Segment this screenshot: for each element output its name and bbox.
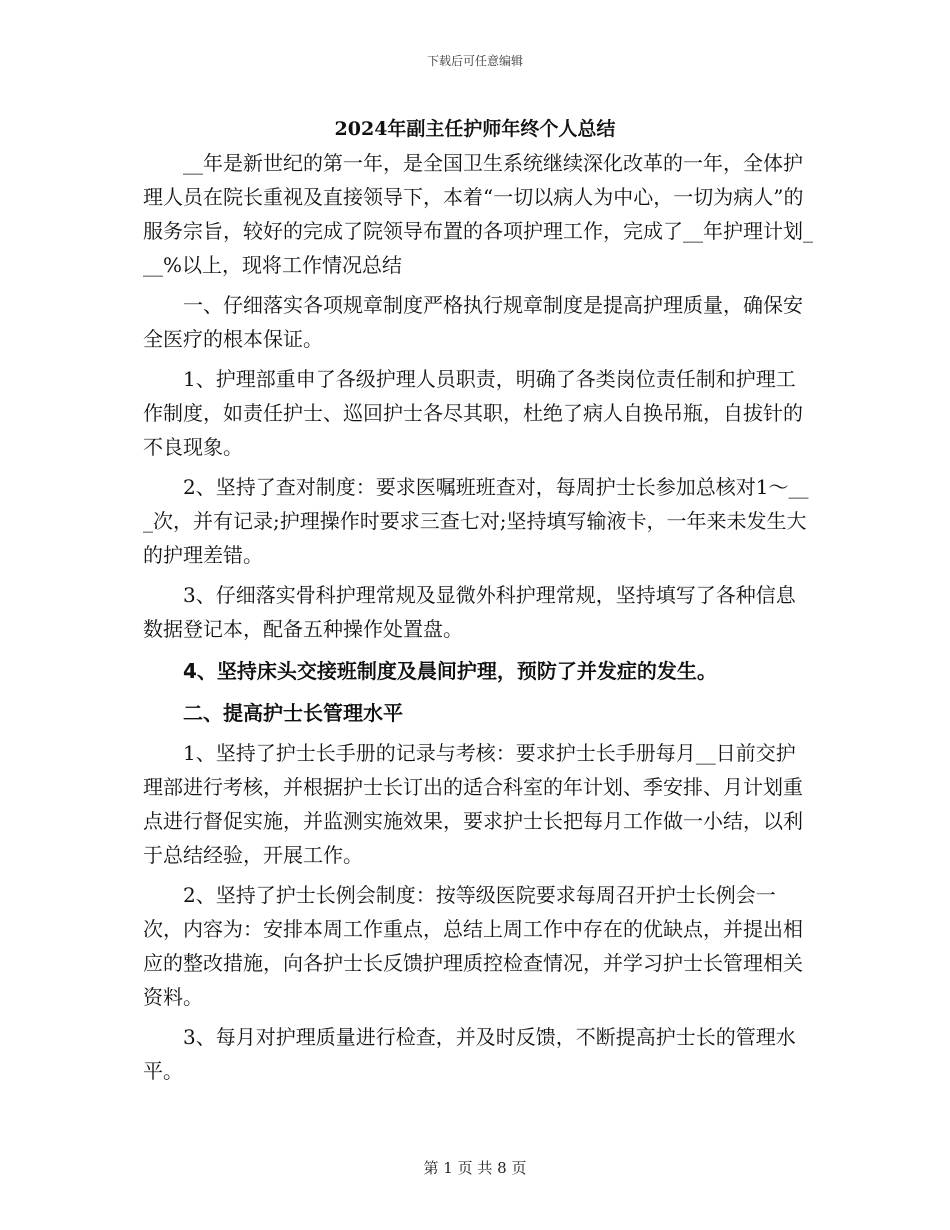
paragraph-intro: __年是新世纪的第一年，是全国卫生系统继续深化改革的一年，全体护理人员在院长重视及直接领导下，本着“一切以病人为中心，一切为病人”的服务宗旨，较好的完成了院领导布置的各项护理工作，完成了__年护理计划___%以上，现将工作情况总结 [143, 151, 813, 277]
paragraph-item-2-2: 2、坚持了护士长例会制度：按等级医院要求每周召开护士长例会一次，内容为：安排本周工作重点，总结上周工作中存在的优缺点，并提出相应的整改措施，向各护士长反馈护理质控检查情况，并学习护士长管理相关资料。 [143, 883, 803, 1009]
header-note: 下载后可任意编辑 [426, 54, 523, 68]
page-number: 第 1 页 共 8 页 [423, 1159, 527, 1177]
paragraph-item-1-1: 1、护理部重申了各级护理人员职责，明确了各类岗位责任制和护理工作制度，如责任护士、巡回护士各尽其职，杜绝了病人自换吊瓶，自拔针的不良现象。 [143, 367, 803, 459]
document-body [143, 146, 815, 1088]
paragraph-item-1-4: 4、坚持床头交接班制度及晨间护理，预防了并发症的发生。 [183, 659, 717, 683]
paragraph-item-2-1: 1、坚持了护士长手册的记录与考核：要求护士长手册每月__日前交护理部进行考核，并根据护士长订出的适合科室的年计划、季安排、月计划重点进行督促实施，并监测实施效果，要求护士长把每月工作做一小结，以利于总结经验，开展工作。 [143, 741, 803, 867]
paragraph-item-1-2: 2、坚持了查对制度：要求医嘱班班查对，每周护士长参加总核对1～___次，并有记录;护理操作时要求三查七对;坚持填写输液卡，一年来未发生大的护理差错。 [143, 475, 809, 567]
paragraph-item-1-3: 3、仔细落实骨科护理常规及显微外科护理常规，坚持填写了各种信息数据登记本，配备五种操作处置盘。 [143, 583, 796, 641]
paragraph-item-2-3: 3、每月对护理质量进行检查，并及时反馈，不断提高护士长的管理水平。 [143, 1025, 796, 1083]
paragraph-section-1: 一、仔细落实各项规章制度严格执行规章制度是提高护理质量，确保安全医疗的根本保证。 [143, 293, 803, 351]
section-heading-2: 二、提高护士长管理水平 [183, 701, 403, 725]
document-title: 2024年副主任护师年终个人总结 [334, 118, 616, 140]
